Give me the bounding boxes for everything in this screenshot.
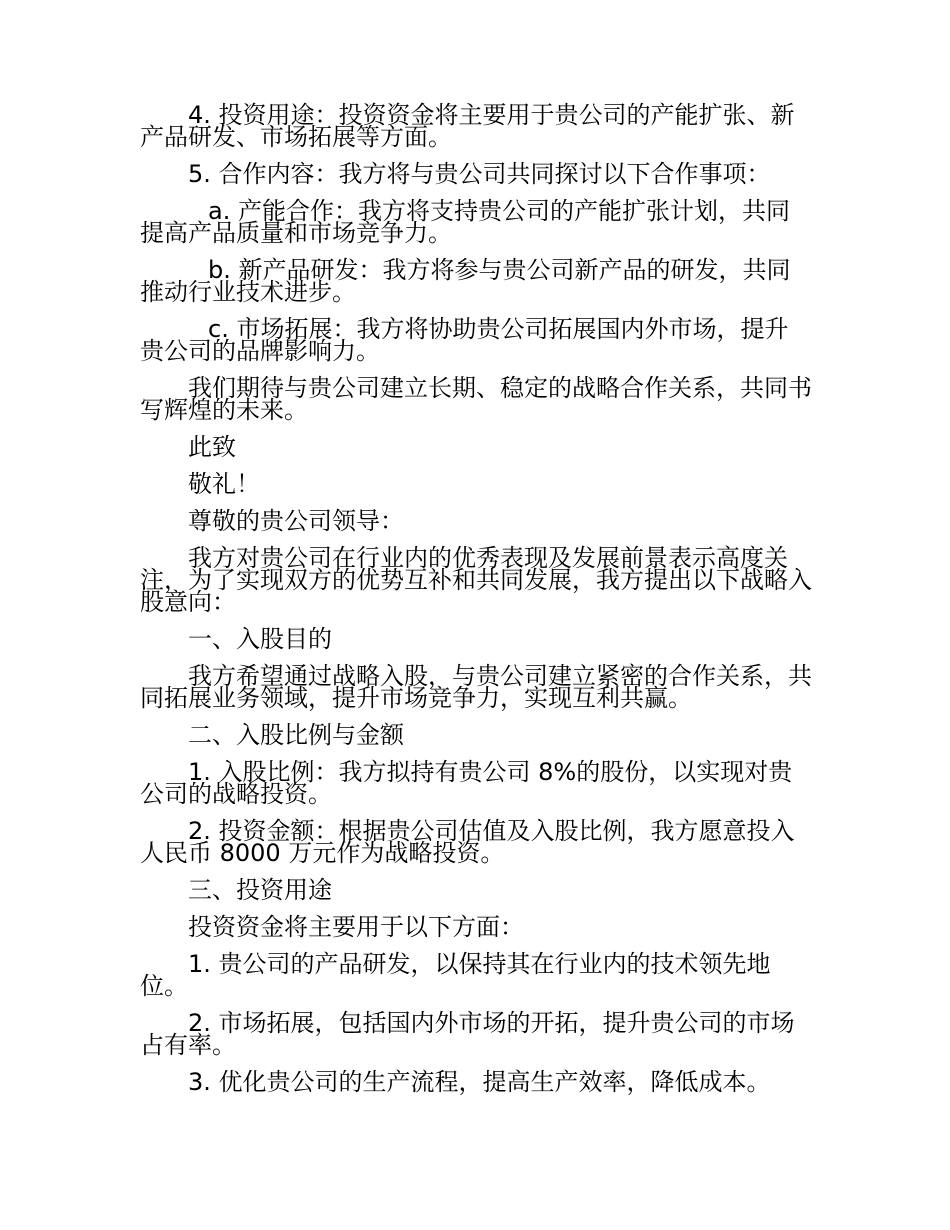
closing-regards: 敬礼！ bbox=[188, 470, 260, 498]
section-heading-ratio-amount: 二、入股比例与金额 bbox=[188, 721, 404, 749]
paragraph-use-intro: 投资资金将主要用于以下方面： bbox=[188, 913, 524, 941]
section-heading-use: 三、投资用途 bbox=[188, 876, 332, 904]
paragraph-new-product-rd: b. 新产品研发：我方将参与贵公司新产品的研发，共同推动行业技术进步。 bbox=[140, 256, 791, 306]
paragraph-use-item-1: 1. 贵公司的产品研发，以保持其在行业内的技术领先地位。 bbox=[140, 950, 771, 1000]
paragraph-market-expansion: c. 市场拓展：我方将协助贵公司拓展国内外市场，提升贵公司的品牌影响力。 bbox=[140, 315, 789, 365]
paragraph-investment-use: 4. 投资用途：投资资金将主要用于贵公司的产能扩张、新产品研发、市场拓展等方面。 bbox=[140, 101, 795, 151]
paragraph-capacity-cooperation: a. 产能合作：我方将支持贵公司的产能扩张计划，共同提高产品质量和市场竞争力。 bbox=[140, 197, 790, 247]
closing-salutation: 此致 bbox=[188, 433, 236, 461]
document-body bbox=[140, 101, 812, 1108]
paragraph-expectation: 我们期待与贵公司建立长期、稳定的战略合作关系，共同书写辉煌的未来。 bbox=[140, 374, 812, 424]
paragraph-intro: 我方对贵公司在行业内的优秀表现及发展前景表示高度关注，为了实现双方的优势互补和共同发展，我方提出以下战略入股意向： bbox=[140, 544, 812, 616]
paragraph-purpose: 我方希望通过战略入股，与贵公司建立紧密的合作关系，共同拓展业务领域，提升市场竞争力，实现互利共赢。 bbox=[140, 662, 812, 712]
paragraph-investment-amount: 2. 投资金额：根据贵公司估值及入股比例，我方愿意投入人民币 8000 万元作为战略投资。 bbox=[140, 817, 795, 867]
paragraph-use-item-3: 3. 优化贵公司的生产流程，提高生产效率，降低成本。 bbox=[188, 1068, 771, 1096]
paragraph-share-ratio: 1. 入股比例：我方拟持有贵公司 8%的股份，以实现对贵公司的战略投资。 bbox=[140, 758, 793, 808]
paragraph-use-item-2: 2. 市场拓展，包括国内外市场的开拓，提升贵公司的市场占有率。 bbox=[140, 1009, 795, 1059]
letter-greeting: 尊敬的贵公司领导： bbox=[188, 507, 404, 535]
section-heading-purpose: 一、入股目的 bbox=[188, 625, 332, 653]
paragraph-cooperation-content: 5. 合作内容：我方将与贵公司共同探讨以下合作事项： bbox=[188, 160, 771, 188]
